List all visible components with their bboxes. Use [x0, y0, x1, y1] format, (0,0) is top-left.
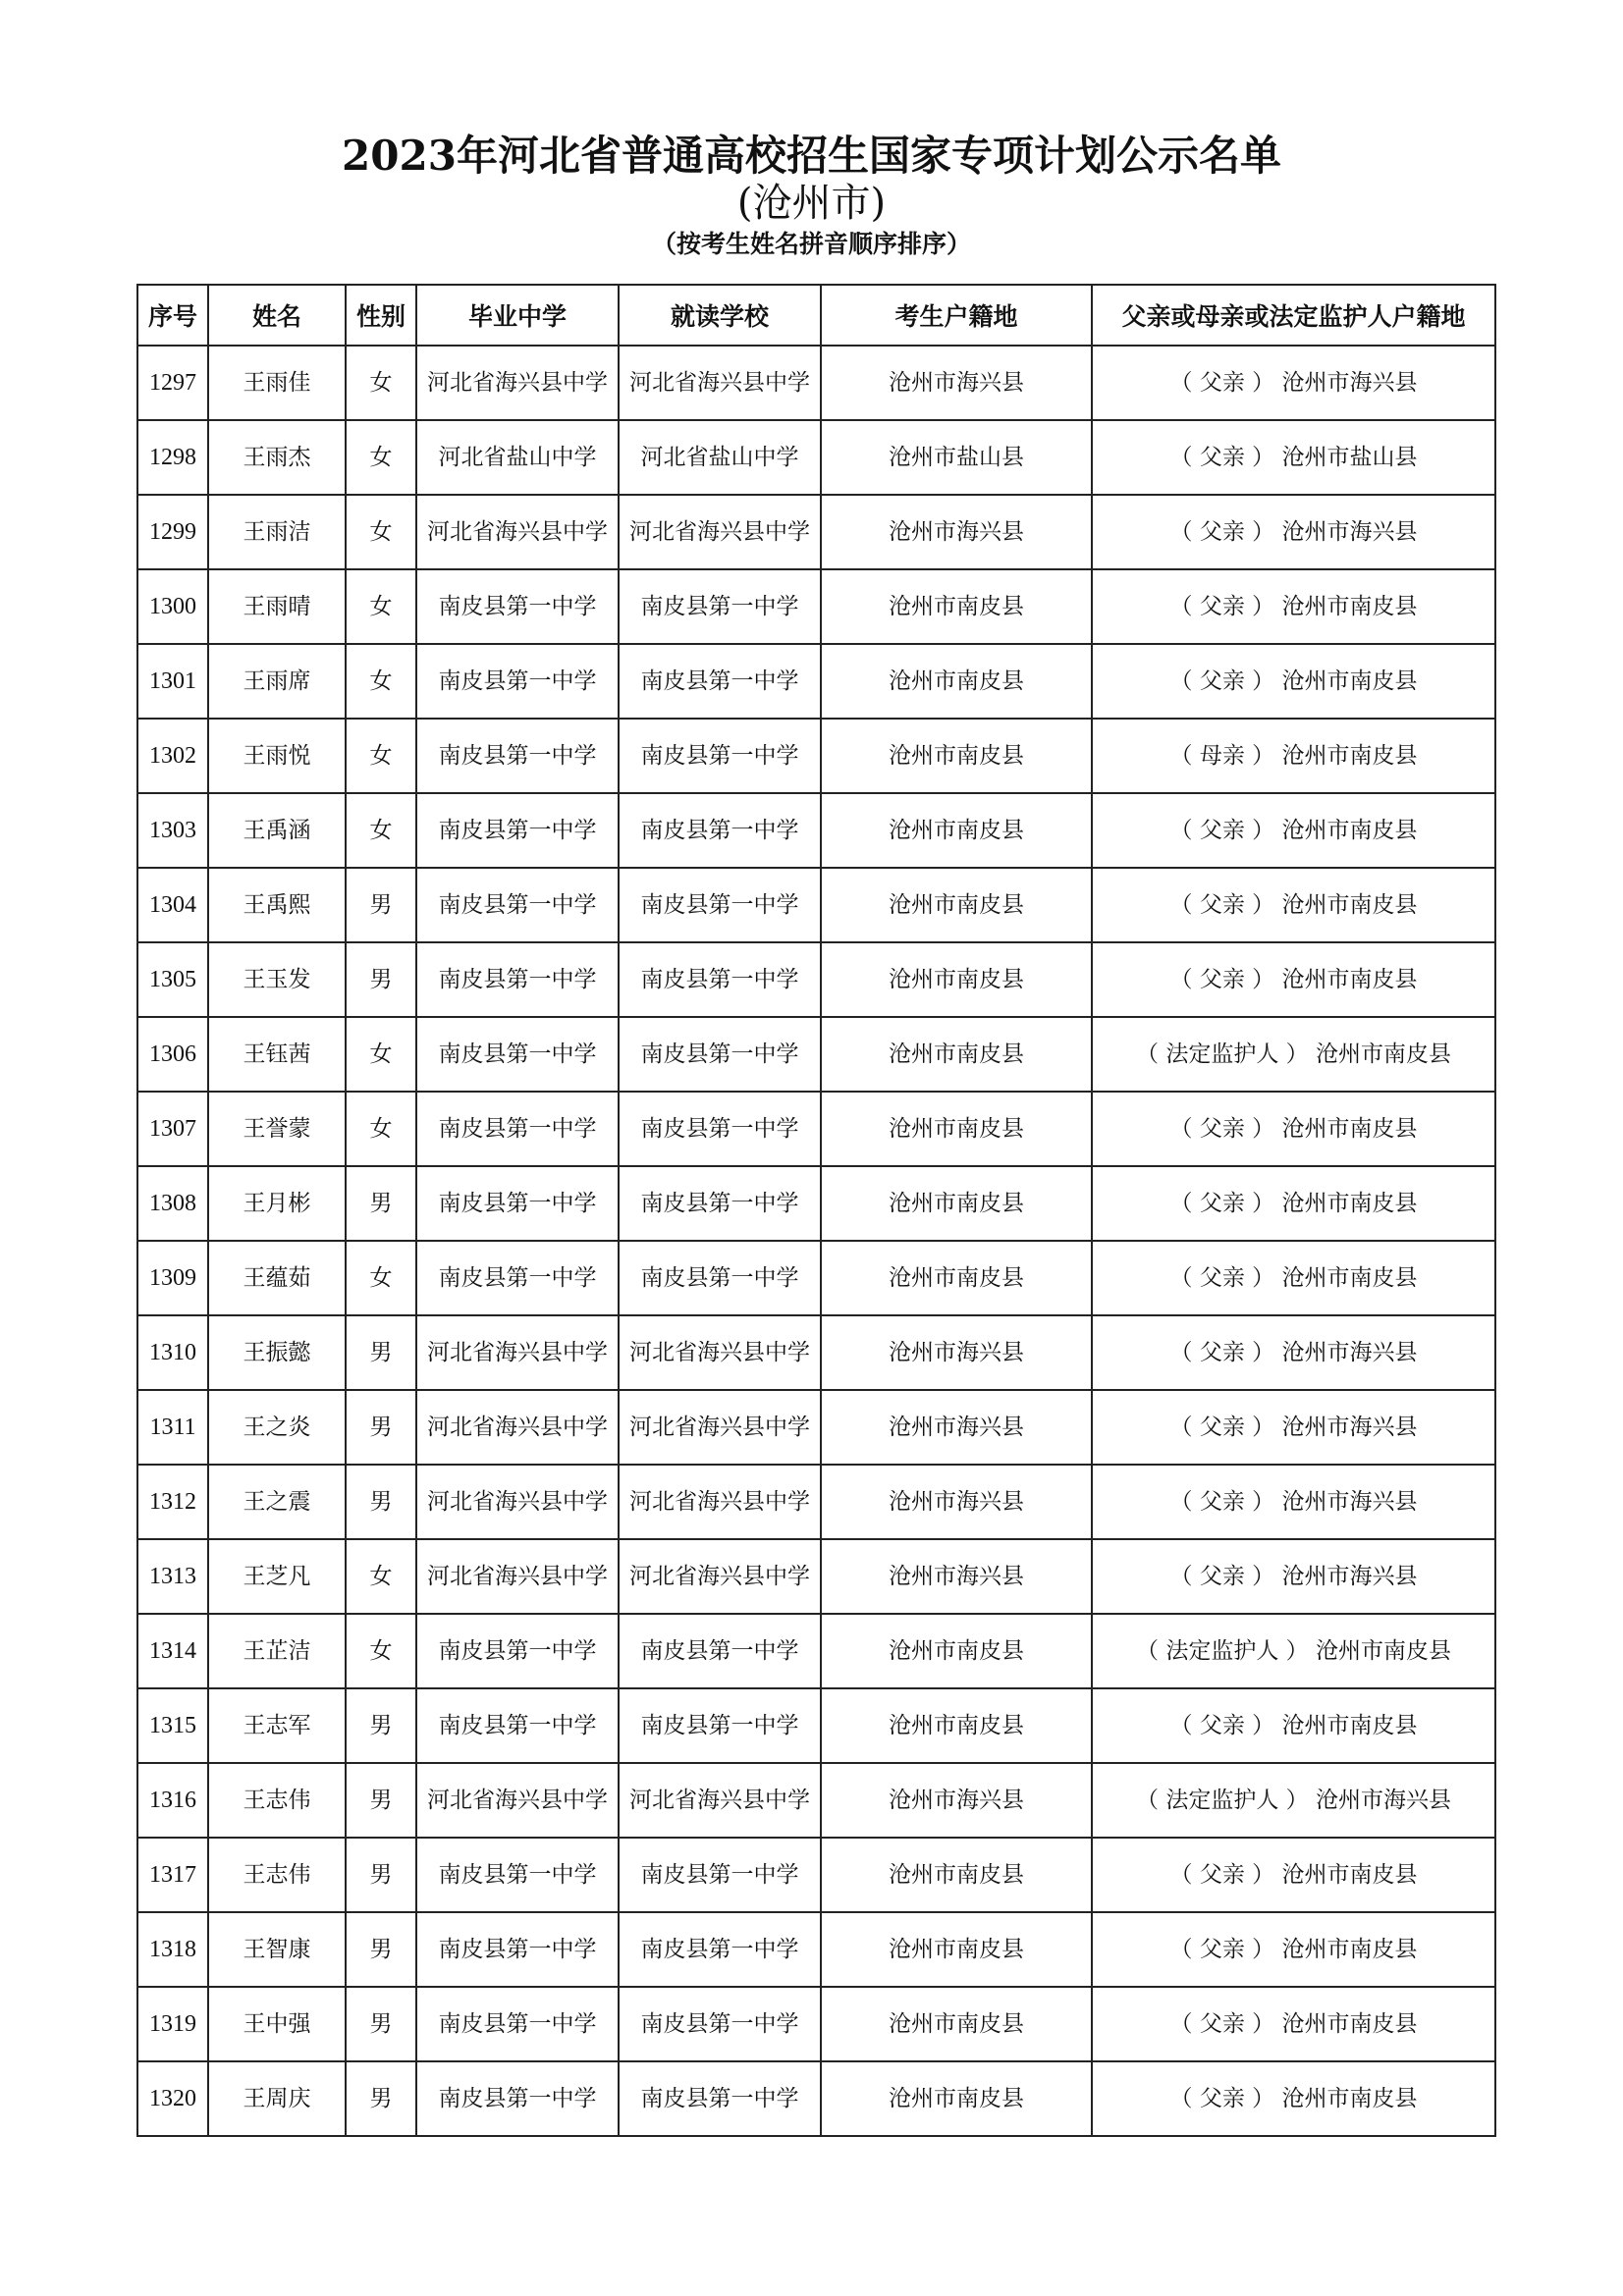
- cell-current-school: 南皮县第一中学: [619, 1017, 821, 1092]
- cell-household-registration: 沧州市海兴县: [821, 1315, 1092, 1390]
- cell-gender: 男: [346, 1166, 416, 1241]
- cell-current-school: 南皮县第一中学: [619, 942, 821, 1017]
- cell-household-registration: 沧州市盐山县: [821, 420, 1092, 495]
- cell-serial: 1300: [137, 569, 208, 644]
- table-row: [137, 1912, 1495, 1987]
- table-row: [137, 1688, 1495, 1763]
- cell-current-school: 河北省海兴县中学: [619, 495, 821, 569]
- cell-gender: 男: [346, 1763, 416, 1838]
- column-header-current-school: 就读学校: [619, 285, 821, 346]
- table-row: [137, 793, 1495, 868]
- cell-graduation-school: 河北省海兴县中学: [416, 495, 619, 569]
- cell-name: 王钰茜: [208, 1017, 346, 1092]
- cell-household-registration: 沧州市南皮县: [821, 1688, 1092, 1763]
- cell-current-school: 南皮县第一中学: [619, 793, 821, 868]
- cell-serial: 1314: [137, 1614, 208, 1688]
- cell-current-school: 南皮县第一中学: [619, 1838, 821, 1912]
- cell-name: 王之炎: [208, 1390, 346, 1465]
- cell-guardian-registration: （ 父亲 ） 沧州市南皮县: [1092, 1987, 1495, 2061]
- cell-serial: 1312: [137, 1465, 208, 1539]
- cell-current-school: 南皮县第一中学: [619, 1614, 821, 1688]
- table-row: [137, 1092, 1495, 1166]
- cell-guardian-registration: （ 父亲 ） 沧州市南皮县: [1092, 1092, 1495, 1166]
- cell-current-school: 河北省海兴县中学: [619, 1315, 821, 1390]
- cell-graduation-school: 南皮县第一中学: [416, 1017, 619, 1092]
- table-body: [137, 346, 1495, 2136]
- cell-serial: 1316: [137, 1763, 208, 1838]
- cell-guardian-registration: （ 父亲 ） 沧州市南皮县: [1092, 2061, 1495, 2136]
- column-header-household-registration: 考生户籍地: [821, 285, 1092, 346]
- cell-gender: 女: [346, 569, 416, 644]
- cell-household-registration: 沧州市南皮县: [821, 1241, 1092, 1315]
- cell-graduation-school: 南皮县第一中学: [416, 1614, 619, 1688]
- cell-name: 王雨杰: [208, 420, 346, 495]
- cell-guardian-registration: （ 法定监护人 ） 沧州市海兴县: [1092, 1763, 1495, 1838]
- page-title: 2023年河北省普通高校招生国家专项计划公示名单: [342, 132, 1281, 180]
- cell-serial: 1302: [137, 719, 208, 793]
- cell-gender: 男: [346, 1688, 416, 1763]
- cell-serial: 1301: [137, 644, 208, 719]
- cell-name: 王雨晴: [208, 569, 346, 644]
- cell-gender: 女: [346, 793, 416, 868]
- cell-guardian-registration: （ 父亲 ） 沧州市南皮县: [1092, 868, 1495, 942]
- cell-gender: 女: [346, 719, 416, 793]
- cell-current-school: 河北省海兴县中学: [619, 1465, 821, 1539]
- page-subtitle: (沧州市): [736, 181, 887, 226]
- cell-name: 王振懿: [208, 1315, 346, 1390]
- cell-guardian-registration: （ 父亲 ） 沧州市海兴县: [1092, 1390, 1495, 1465]
- cell-name: 王雨悦: [208, 719, 346, 793]
- cell-graduation-school: 南皮县第一中学: [416, 644, 619, 719]
- cell-household-registration: 沧州市南皮县: [821, 1092, 1092, 1166]
- column-header-serial: 序号: [137, 285, 208, 346]
- cell-graduation-school: 河北省海兴县中学: [416, 1763, 619, 1838]
- table-row: [137, 1017, 1495, 1092]
- cell-serial: 1308: [137, 1166, 208, 1241]
- table-row: [137, 719, 1495, 793]
- cell-graduation-school: 南皮县第一中学: [416, 1092, 619, 1166]
- cell-serial: 1299: [137, 495, 208, 569]
- cell-household-registration: 沧州市南皮县: [821, 644, 1092, 719]
- cell-gender: 男: [346, 2061, 416, 2136]
- cell-serial: 1304: [137, 868, 208, 942]
- cell-graduation-school: 河北省海兴县中学: [416, 1465, 619, 1539]
- cell-household-registration: 沧州市海兴县: [821, 1465, 1092, 1539]
- table-row: [137, 1838, 1495, 1912]
- cell-serial: 1318: [137, 1912, 208, 1987]
- cell-current-school: 河北省海兴县中学: [619, 1539, 821, 1614]
- cell-gender: 男: [346, 1390, 416, 1465]
- cell-gender: 男: [346, 1838, 416, 1912]
- cell-name: 王雨佳: [208, 346, 346, 420]
- cell-gender: 女: [346, 495, 416, 569]
- cell-gender: 女: [346, 1539, 416, 1614]
- table-row: [137, 1166, 1495, 1241]
- cell-graduation-school: 南皮县第一中学: [416, 793, 619, 868]
- cell-graduation-school: 河北省海兴县中学: [416, 1539, 619, 1614]
- cell-guardian-registration: （ 父亲 ） 沧州市南皮县: [1092, 1688, 1495, 1763]
- cell-household-registration: 沧州市海兴县: [821, 346, 1092, 420]
- table-row: [137, 1763, 1495, 1838]
- cell-guardian-registration: （ 父亲 ） 沧州市海兴县: [1092, 346, 1495, 420]
- cell-guardian-registration: （ 法定监护人 ） 沧州市南皮县: [1092, 1017, 1495, 1092]
- table-row: [137, 420, 1495, 495]
- sort-note: （按考生姓名拼音顺序排序）: [651, 230, 971, 258]
- cell-gender: 男: [346, 1912, 416, 1987]
- table-row: [137, 644, 1495, 719]
- cell-gender: 女: [346, 346, 416, 420]
- cell-graduation-school: 南皮县第一中学: [416, 1912, 619, 1987]
- table-row: [137, 1465, 1495, 1539]
- cell-household-registration: 沧州市南皮县: [821, 793, 1092, 868]
- cell-household-registration: 沧州市海兴县: [821, 1763, 1092, 1838]
- column-header-name: 姓名: [208, 285, 346, 346]
- cell-current-school: 南皮县第一中学: [619, 1987, 821, 2061]
- cell-guardian-registration: （ 父亲 ） 沧州市海兴县: [1092, 495, 1495, 569]
- cell-serial: 1305: [137, 942, 208, 1017]
- cell-graduation-school: 河北省海兴县中学: [416, 346, 619, 420]
- table-row: [137, 346, 1495, 420]
- cell-name: 王周庆: [208, 2061, 346, 2136]
- roster-table: [136, 284, 1496, 2137]
- cell-guardian-registration: （ 法定监护人 ） 沧州市南皮县: [1092, 1614, 1495, 1688]
- cell-guardian-registration: （ 父亲 ） 沧州市南皮县: [1092, 1912, 1495, 1987]
- cell-serial: 1297: [137, 346, 208, 420]
- cell-gender: 男: [346, 868, 416, 942]
- table-row: [137, 1539, 1495, 1614]
- cell-gender: 女: [346, 420, 416, 495]
- cell-name: 王雨席: [208, 644, 346, 719]
- cell-serial: 1315: [137, 1688, 208, 1763]
- cell-name: 王禹熙: [208, 868, 346, 942]
- cell-gender: 男: [346, 942, 416, 1017]
- cell-name: 王禹涵: [208, 793, 346, 868]
- cell-guardian-registration: （ 父亲 ） 沧州市南皮县: [1092, 644, 1495, 719]
- cell-guardian-registration: （ 母亲 ） 沧州市南皮县: [1092, 719, 1495, 793]
- cell-serial: 1310: [137, 1315, 208, 1390]
- cell-household-registration: 沧州市南皮县: [821, 719, 1092, 793]
- cell-graduation-school: 南皮县第一中学: [416, 569, 619, 644]
- cell-household-registration: 沧州市南皮县: [821, 1912, 1092, 1987]
- cell-name: 王志伟: [208, 1838, 346, 1912]
- cell-guardian-registration: （ 父亲 ） 沧州市南皮县: [1092, 793, 1495, 868]
- table-header-row: [137, 285, 1495, 346]
- cell-household-registration: 沧州市海兴县: [821, 495, 1092, 569]
- cell-name: 王蕴茹: [208, 1241, 346, 1315]
- cell-serial: 1313: [137, 1539, 208, 1614]
- cell-household-registration: 沧州市南皮县: [821, 1987, 1092, 2061]
- cell-graduation-school: 河北省海兴县中学: [416, 1315, 619, 1390]
- cell-serial: 1320: [137, 2061, 208, 2136]
- table-row: [137, 868, 1495, 942]
- cell-name: 王之震: [208, 1465, 346, 1539]
- table-row: [137, 1241, 1495, 1315]
- table-row: [137, 1987, 1495, 2061]
- cell-serial: 1319: [137, 1987, 208, 2061]
- cell-name: 王志军: [208, 1688, 346, 1763]
- cell-guardian-registration: （ 父亲 ） 沧州市南皮县: [1092, 942, 1495, 1017]
- cell-current-school: 南皮县第一中学: [619, 1688, 821, 1763]
- cell-name: 王中强: [208, 1987, 346, 2061]
- cell-graduation-school: 南皮县第一中学: [416, 2061, 619, 2136]
- cell-household-registration: 沧州市南皮县: [821, 1614, 1092, 1688]
- cell-gender: 男: [346, 1315, 416, 1390]
- table-row: [137, 569, 1495, 644]
- cell-guardian-registration: （ 父亲 ） 沧州市南皮县: [1092, 1241, 1495, 1315]
- cell-gender: 女: [346, 1241, 416, 1315]
- cell-guardian-registration: （ 父亲 ） 沧州市盐山县: [1092, 420, 1495, 495]
- cell-graduation-school: 南皮县第一中学: [416, 719, 619, 793]
- cell-guardian-registration: （ 父亲 ） 沧州市海兴县: [1092, 1539, 1495, 1614]
- table-row: [137, 1614, 1495, 1688]
- cell-current-school: 河北省海兴县中学: [619, 1390, 821, 1465]
- column-header-gender: 性别: [346, 285, 416, 346]
- cell-household-registration: 沧州市海兴县: [821, 1390, 1092, 1465]
- cell-graduation-school: 河北省盐山中学: [416, 420, 619, 495]
- cell-serial: 1311: [137, 1390, 208, 1465]
- cell-name: 王玉发: [208, 942, 346, 1017]
- table-row: [137, 942, 1495, 1017]
- cell-guardian-registration: （ 父亲 ） 沧州市南皮县: [1092, 569, 1495, 644]
- cell-graduation-school: 南皮县第一中学: [416, 1166, 619, 1241]
- table-row: [137, 1390, 1495, 1465]
- cell-household-registration: 沧州市南皮县: [821, 1166, 1092, 1241]
- cell-name: 王志伟: [208, 1763, 346, 1838]
- cell-gender: 男: [346, 1987, 416, 2061]
- cell-household-registration: 沧州市南皮县: [821, 2061, 1092, 2136]
- cell-current-school: 南皮县第一中学: [619, 1092, 821, 1166]
- cell-gender: 男: [346, 1465, 416, 1539]
- cell-guardian-registration: （ 父亲 ） 沧州市海兴县: [1092, 1315, 1495, 1390]
- cell-graduation-school: 南皮县第一中学: [416, 942, 619, 1017]
- cell-name: 王月彬: [208, 1166, 346, 1241]
- column-header-guardian-registration: 父亲或母亲或法定监护人户籍地: [1092, 285, 1495, 346]
- cell-serial: 1303: [137, 793, 208, 868]
- cell-household-registration: 沧州市南皮县: [821, 1838, 1092, 1912]
- table-row: [137, 2061, 1495, 2136]
- cell-name: 王誉蒙: [208, 1092, 346, 1166]
- table-row: [137, 495, 1495, 569]
- cell-household-registration: 沧州市南皮县: [821, 569, 1092, 644]
- cell-current-school: 南皮县第一中学: [619, 569, 821, 644]
- cell-guardian-registration: （ 父亲 ） 沧州市南皮县: [1092, 1838, 1495, 1912]
- cell-serial: 1307: [137, 1092, 208, 1166]
- cell-household-registration: 沧州市南皮县: [821, 868, 1092, 942]
- cell-current-school: 河北省海兴县中学: [619, 1763, 821, 1838]
- cell-current-school: 南皮县第一中学: [619, 2061, 821, 2136]
- cell-gender: 女: [346, 1614, 416, 1688]
- cell-serial: 1317: [137, 1838, 208, 1912]
- cell-name: 王智康: [208, 1912, 346, 1987]
- cell-guardian-registration: （ 父亲 ） 沧州市南皮县: [1092, 1166, 1495, 1241]
- cell-graduation-school: 南皮县第一中学: [416, 1987, 619, 2061]
- cell-current-school: 河北省盐山中学: [619, 420, 821, 495]
- cell-serial: 1309: [137, 1241, 208, 1315]
- cell-serial: 1298: [137, 420, 208, 495]
- table-row: [137, 1315, 1495, 1390]
- cell-graduation-school: 河北省海兴县中学: [416, 1390, 619, 1465]
- cell-current-school: 南皮县第一中学: [619, 1166, 821, 1241]
- cell-graduation-school: 南皮县第一中学: [416, 1241, 619, 1315]
- cell-household-registration: 沧州市南皮县: [821, 1017, 1092, 1092]
- cell-current-school: 南皮县第一中学: [619, 644, 821, 719]
- cell-gender: 女: [346, 1092, 416, 1166]
- cell-current-school: 河北省海兴县中学: [619, 346, 821, 420]
- cell-current-school: 南皮县第一中学: [619, 1912, 821, 1987]
- cell-graduation-school: 南皮县第一中学: [416, 1838, 619, 1912]
- cell-graduation-school: 南皮县第一中学: [416, 868, 619, 942]
- cell-gender: 女: [346, 1017, 416, 1092]
- cell-current-school: 南皮县第一中学: [619, 1241, 821, 1315]
- cell-current-school: 南皮县第一中学: [619, 868, 821, 942]
- column-header-graduation-school: 毕业中学: [416, 285, 619, 346]
- cell-household-registration: 沧州市海兴县: [821, 1539, 1092, 1614]
- cell-household-registration: 沧州市南皮县: [821, 942, 1092, 1017]
- cell-name: 王芝凡: [208, 1539, 346, 1614]
- cell-guardian-registration: （ 父亲 ） 沧州市海兴县: [1092, 1465, 1495, 1539]
- cell-name: 王雨洁: [208, 495, 346, 569]
- cell-gender: 女: [346, 644, 416, 719]
- cell-current-school: 南皮县第一中学: [619, 719, 821, 793]
- cell-graduation-school: 南皮县第一中学: [416, 1688, 619, 1763]
- cell-serial: 1306: [137, 1017, 208, 1092]
- cell-name: 王芷洁: [208, 1614, 346, 1688]
